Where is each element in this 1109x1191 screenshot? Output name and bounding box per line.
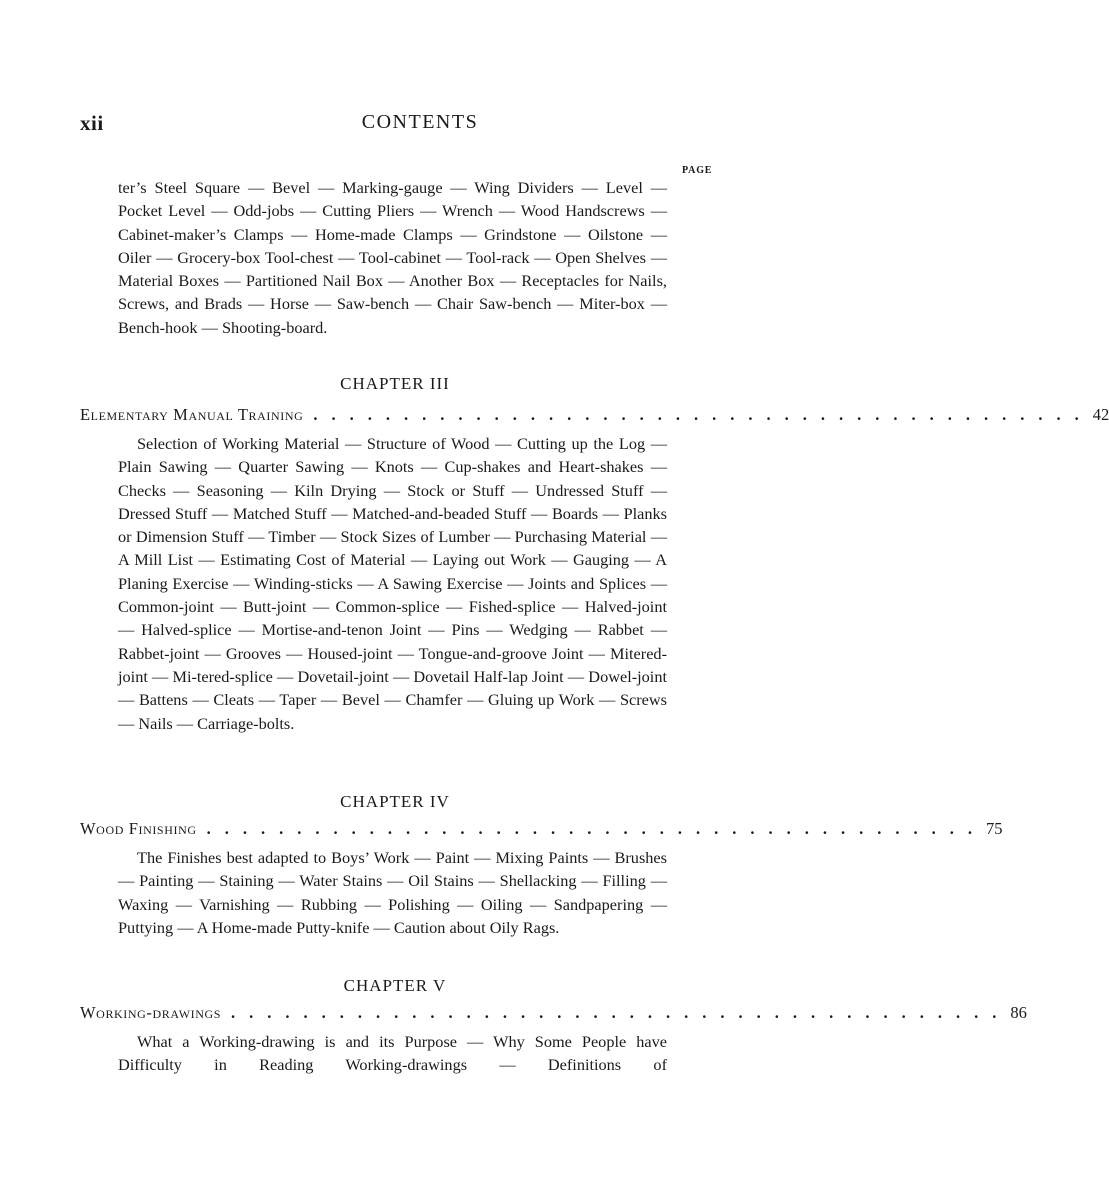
chapter-4-title: Wood Finishing — [80, 819, 197, 838]
chapter-3-title: Elementary Manual Training — [80, 405, 304, 424]
chapter-3-entry — [80, 405, 1109, 429]
chapter-4-heading: CHAPTER IV — [340, 792, 450, 811]
chapter-5-summary: What a Working-drawing is and its Purpose — Why Some People have Difficulty in Reading Working-drawings — Definitions of — [118, 1032, 667, 1075]
dot-leader: ........................................... — [231, 1003, 1011, 1022]
chapter-5-page: 86 — [1010, 1003, 1027, 1022]
chapter-4-page: 75 — [985, 819, 1003, 838]
chapter-5-entry — [80, 1003, 1027, 1027]
chapter-4-summary: The Finishes best adapted to Boys’ Work — Paint — Mixing Paints — Brushes — Painting — Staining — Water Stains — Oil Stains — Shellacking — Filling — Waxing — Varnishing — Rubbing — Polishing — Oiling — Sandpapering — Puttying — A Home-made Putty-knife — Caution about Oily Rags. — [118, 848, 667, 937]
chapter-5-title: Working-drawings — [80, 1003, 222, 1022]
page-column-label: PAGE — [682, 165, 713, 176]
dot-leader: ........................................... — [206, 819, 986, 838]
continued-contents-text: ter’s Steel Square — Bevel — Marking-gauge — Wing Dividers — Level — Pocket Level — Odd-jobs — Cutting Pliers — Wrench — Wood Handscrews — Cabinet-maker’s Clamps — Home-made Clamps — Grindstone — Oilstone — Oiler — Grocery-box Tool-chest — Tool-cabinet — Tool-rack — Open Shelves — Material Boxes — Partitioned Nail Box — Another Box — Receptacles for Nails, Screws, and Brads — Horse — Saw-bench — Chair Saw-bench — Miter-box — Bench-hook — Shooting-board. — [118, 178, 667, 337]
dot-leader: ........................................... — [313, 405, 1093, 424]
chapter-3-summary: Selection of Working Material — Structure of Wood — Cutting up the Log — Plain Sawing — Quarter Sawing — Knots — Cup-shakes and Heart-shakes — Checks — Seasoning — Kiln Drying — Stock or Stuff — Undressed Stuff — Dressed Stuff — Matched Stuff — Matched-and-beaded Stuff — Boards — Planks or Dimension Stuff — Timber — Stock Sizes of Lumber — Purchasing Material — A Mill List — Estimating Cost of Material — Laying out Work — Gauging — A Planing Exercise — Winding-sticks — A Sawing Exercise — Joints and Splices — Common-joint — Butt-joint — Common-splice — Fished-splice — Halved-joint — Halved-splice — Mortise-and-tenon Joint — Pins — Wedging — Rabbet — Rabbet-joint — Grooves — Housed-joint — Tongue-and-groove Joint — Mitered-joint — Mi-tered-splice — Dovetail-joint — Dovetail Half-lap Joint — Dowel-joint — Battens — Cleats — Taper — Bevel — Chamfer — Gluing up Work — Screws — Nails — Carriage-bolts. — [118, 434, 667, 733]
running-head: CONTENTS — [361, 111, 479, 133]
chapter-5-heading: CHAPTER V — [343, 976, 447, 995]
page-number: xii — [80, 111, 104, 135]
chapter-3-heading: CHAPTER III — [340, 374, 450, 393]
chapter-3-page: 42 — [1092, 405, 1109, 424]
chapter-4-entry — [80, 819, 1003, 843]
